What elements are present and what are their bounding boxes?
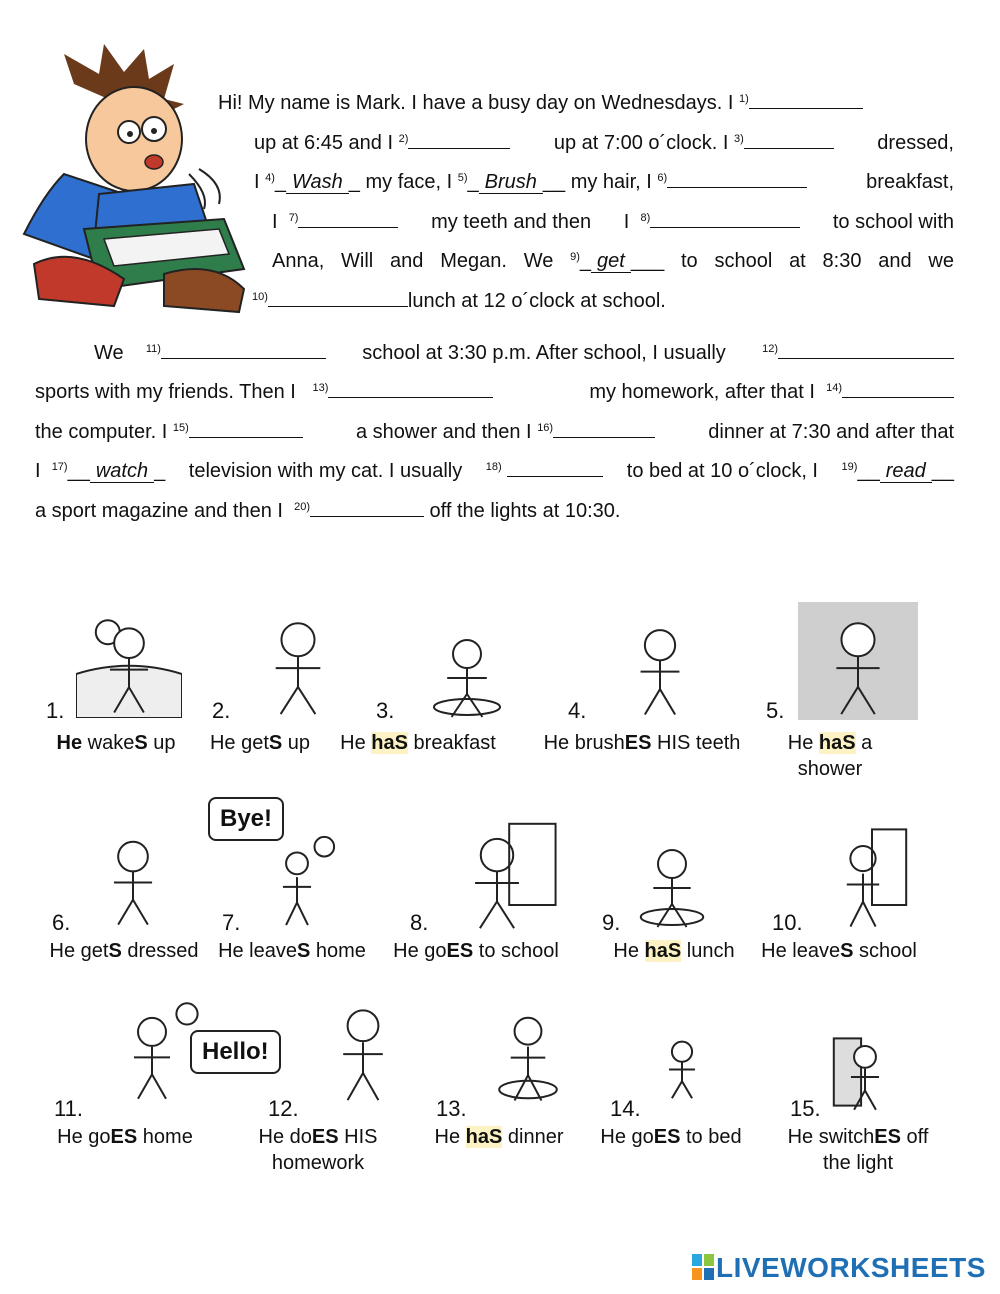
caption-part: home (137, 1126, 193, 1148)
caption-part: the light (822, 1152, 894, 1174)
blank-number: 1) (738, 93, 749, 105)
picture-number: 7. (222, 910, 241, 935)
blank-number: 4) (265, 172, 275, 184)
story-line-7 (94, 340, 954, 366)
caption-part: He (434, 1126, 466, 1148)
blank-number: 3) (733, 133, 744, 145)
answer-blank-4[interactable]: Wash (286, 171, 349, 194)
picture-caption (776, 1124, 940, 1176)
answer-blank-8[interactable] (650, 209, 800, 228)
caption-part: ES (874, 1126, 901, 1148)
answer-blank-20[interactable] (310, 498, 424, 517)
story-text: school at 3:30 p.m. After school, I usually (362, 342, 726, 364)
logo-text: LIVEWORKSHEETS (716, 1252, 986, 1283)
caption-part: He (787, 732, 819, 754)
caption-part: He go (393, 940, 447, 962)
picture-number: 13. (436, 1096, 467, 1121)
story-text: my face, I (365, 171, 453, 193)
logo-mark-icon (692, 1254, 716, 1282)
speech-bubble-bye: Bye! (208, 797, 284, 841)
picture-caption (528, 730, 756, 756)
story-text: to (681, 250, 698, 272)
caption-part: shower (797, 758, 863, 780)
answer-blank-7[interactable] (298, 209, 398, 228)
picture-number: 3. (376, 698, 395, 723)
caption-part: homework (271, 1152, 365, 1174)
reading-passage (0, 0, 1000, 540)
caption-part: He (56, 732, 83, 754)
homework-desk-icon (308, 988, 418, 1111)
caption-part: wake (82, 732, 135, 754)
story-text: I (623, 211, 630, 233)
picture-number: 6. (52, 910, 71, 935)
breakfast-table-icon (412, 622, 522, 727)
caption-part: dinner (502, 1126, 564, 1148)
walking-out-icon (258, 832, 336, 935)
story-text: a sport magazine and then I (35, 500, 283, 522)
dinner-table-icon (480, 996, 576, 1111)
school-building-icon (436, 818, 558, 939)
blank-number: 16) (537, 422, 554, 434)
story-text: sports with my friends. Then I (35, 381, 296, 403)
story-text: my teeth and then (431, 211, 592, 233)
answer-blank-19[interactable]: read (880, 460, 932, 483)
picture-caption (46, 1124, 204, 1150)
story-text: to bed at 10 o´clock, I (626, 460, 818, 482)
story-line-1 (218, 90, 954, 116)
picture-number: 5. (766, 698, 785, 723)
story-line-10: I $^{17)}$__ watch _ television with my cat. I usually $^{18)}$ to bed at 10 o´clock, I $^{19)}$__ read __ (35, 460, 954, 482)
caption-part: He brush (543, 732, 625, 754)
story-line-6 (252, 288, 666, 314)
walking-home-icon (102, 998, 202, 1109)
caption-part: HIS teeth (651, 732, 741, 754)
answer-blank-5[interactable]: Brush (479, 171, 543, 194)
caption-part: He (613, 940, 645, 962)
caption-part: S (840, 940, 854, 962)
caption-part: haS (371, 732, 408, 754)
picture-caption (216, 938, 368, 964)
story-text: breakfast, (866, 171, 954, 193)
caption-part: He (340, 732, 372, 754)
story-text: We (523, 250, 554, 272)
caption-part: a (855, 732, 873, 754)
picture-caption (200, 730, 320, 756)
answer-blank-9[interactable]: get (591, 250, 631, 273)
answer-blank-1[interactable] (749, 90, 863, 109)
picture-number: 10. (772, 910, 803, 935)
caption-part: ES (446, 940, 474, 962)
blank-number: 19) (841, 461, 858, 473)
story-text: at (789, 250, 806, 272)
getting-dressed-icon (80, 822, 186, 935)
caption-part: ES (110, 1126, 138, 1148)
light-switch-icon (826, 1030, 904, 1119)
blank-number: 11) (145, 343, 161, 355)
story-text: my hair, I (570, 171, 652, 193)
story-text: Megan. (440, 250, 507, 272)
story-line-5: Anna, Will and Megan. We $^{9)}$_ get ___ to school at 8:30 and we (272, 250, 954, 272)
blank-number: 17) (51, 461, 68, 473)
caption-part: home (310, 940, 366, 962)
caption-part: school (853, 940, 917, 962)
blank-number: 13) (312, 382, 329, 394)
caption-part: He get (209, 732, 269, 754)
story-text: television with my cat. I usually (188, 460, 463, 482)
caption-part: to bed (680, 1126, 742, 1148)
picture-number: 11. (54, 1096, 83, 1121)
picture-caption (424, 1124, 574, 1150)
blank-number: 6) (657, 172, 668, 184)
story-text: Anna, (272, 250, 325, 272)
story-text: we (928, 250, 954, 272)
story-text: a shower and then I (355, 421, 532, 443)
answer-blank-16[interactable] (553, 419, 655, 438)
answer-blank-3[interactable] (744, 130, 834, 149)
story-text: I (254, 171, 260, 193)
caption-part: off (900, 1126, 929, 1148)
story-text: to school with (832, 211, 954, 233)
shower-icon (798, 602, 918, 725)
blank-number: 8) (640, 212, 651, 224)
caption-part: S (268, 732, 283, 754)
story-text: lunch at 12 o´clock at school. (407, 290, 666, 312)
picture-number: 8. (410, 910, 429, 935)
picture-number: 9. (602, 910, 621, 935)
caption-part: He go (600, 1126, 654, 1148)
picture-number: 2. (212, 698, 231, 723)
answer-blank-18[interactable] (507, 458, 603, 477)
picture-caption (758, 938, 920, 964)
story-line-3: I $^{4)}$_ Wash _ my face, I $^{5)}$_ Brush __ my hair, I $^{6)}$ breakfast, (254, 171, 954, 193)
answer-blank-12[interactable] (778, 340, 954, 359)
blank-number: 12) (762, 343, 778, 355)
caption-part: ES (653, 1126, 681, 1148)
mark-reading-book-illustration (4, 44, 254, 314)
story-line-8 (35, 379, 954, 405)
picture-caption (388, 938, 564, 964)
caption-part: He get (49, 940, 109, 962)
caption-part: haS (818, 732, 856, 754)
answer-blank-13[interactable] (328, 379, 493, 398)
picture-caption (610, 938, 738, 964)
caption-part: ES (624, 732, 652, 754)
story-line-2 (254, 130, 954, 156)
picture-caption (590, 1124, 752, 1150)
blank-number: 10) (252, 291, 268, 303)
picture-number: 15. (790, 1096, 821, 1121)
story-text: We (94, 342, 124, 364)
caption-part: He switch (787, 1126, 875, 1148)
story-text: Hi! My name is Mark. I have a busy day on Wednesdays. I (218, 92, 734, 114)
caption-part: S (134, 732, 148, 754)
story-text: dressed, (877, 132, 954, 154)
caption-part: lunch (681, 940, 735, 962)
caption-part: to school (473, 940, 559, 962)
story-text: and (878, 250, 912, 272)
brushing-teeth-icon (606, 610, 714, 725)
story-line-4 (272, 209, 954, 235)
story-text: my homework, after that I (589, 381, 815, 403)
caption-part: up (147, 732, 176, 754)
caption-part: haS (465, 1126, 503, 1148)
story-text: off the lights at 10:30. (429, 500, 621, 522)
caption-part: He leave (761, 940, 841, 962)
story-text: I (35, 460, 41, 482)
picture-number: 1. (46, 698, 65, 723)
lunch-plate-icon (620, 832, 724, 937)
speech-bubble-hello: Hello! (190, 1030, 281, 1074)
story-text: up at 6:45 and I (254, 132, 394, 154)
blank-number: 20) (294, 501, 310, 513)
blank-number: 15) (172, 422, 189, 434)
picture-caption (770, 730, 890, 782)
picture-number: 14. (610, 1096, 641, 1121)
caption-part: He leave (218, 940, 297, 962)
answer-blank-17[interactable]: watch (90, 460, 154, 483)
picture-number: 4. (568, 698, 587, 723)
story-text: dinner at 7:30 and after that (708, 421, 954, 443)
caption-part: S (297, 940, 311, 962)
blank-number: 18) (485, 461, 502, 473)
story-text: and (390, 250, 424, 272)
blank-number: 14) (826, 382, 842, 394)
story-text: the computer. I (35, 421, 168, 443)
leaving-school-icon (818, 824, 908, 937)
answer-blank-11[interactable] (161, 340, 326, 359)
caption-part: haS (644, 940, 682, 962)
alarm-clock-bed-icon (76, 608, 182, 723)
answer-blank-15[interactable] (189, 419, 303, 438)
caption-part: S (108, 940, 122, 962)
liveworksheets-logo (692, 1252, 986, 1284)
picture-caption (248, 1124, 388, 1176)
story-text: up at 7:00 o´clock. I (553, 132, 729, 154)
story-line-9 (35, 419, 954, 445)
answer-blank-14[interactable] (842, 379, 954, 398)
caption-part: He do (258, 1126, 312, 1148)
picture-caption (46, 938, 202, 964)
story-text: Will (341, 250, 374, 272)
answer-blank-10[interactable] (268, 288, 408, 307)
bed-icon (646, 1028, 718, 1107)
blank-number: 9) (570, 251, 580, 263)
caption-part: breakfast (407, 732, 496, 754)
story-text: I (272, 211, 278, 233)
blank-number: 7) (288, 212, 299, 224)
caption-part: He go (57, 1126, 111, 1148)
blank-number: 2) (398, 133, 409, 145)
picture-number: 12. (268, 1096, 299, 1121)
boy-getting-up-icon (236, 602, 360, 725)
answer-blank-2[interactable] (408, 130, 510, 149)
story-text: school (714, 250, 773, 272)
picture-caption (328, 730, 508, 756)
picture-caption (46, 730, 186, 756)
story-line-11 (35, 498, 620, 524)
caption-part: up (282, 732, 311, 754)
caption-part: dressed (121, 940, 199, 962)
story-text: 8:30 (822, 250, 862, 272)
caption-part: ES (311, 1126, 339, 1148)
blank-number: 5) (457, 172, 468, 184)
caption-part: HIS (338, 1126, 378, 1148)
answer-blank-6[interactable] (667, 169, 807, 188)
